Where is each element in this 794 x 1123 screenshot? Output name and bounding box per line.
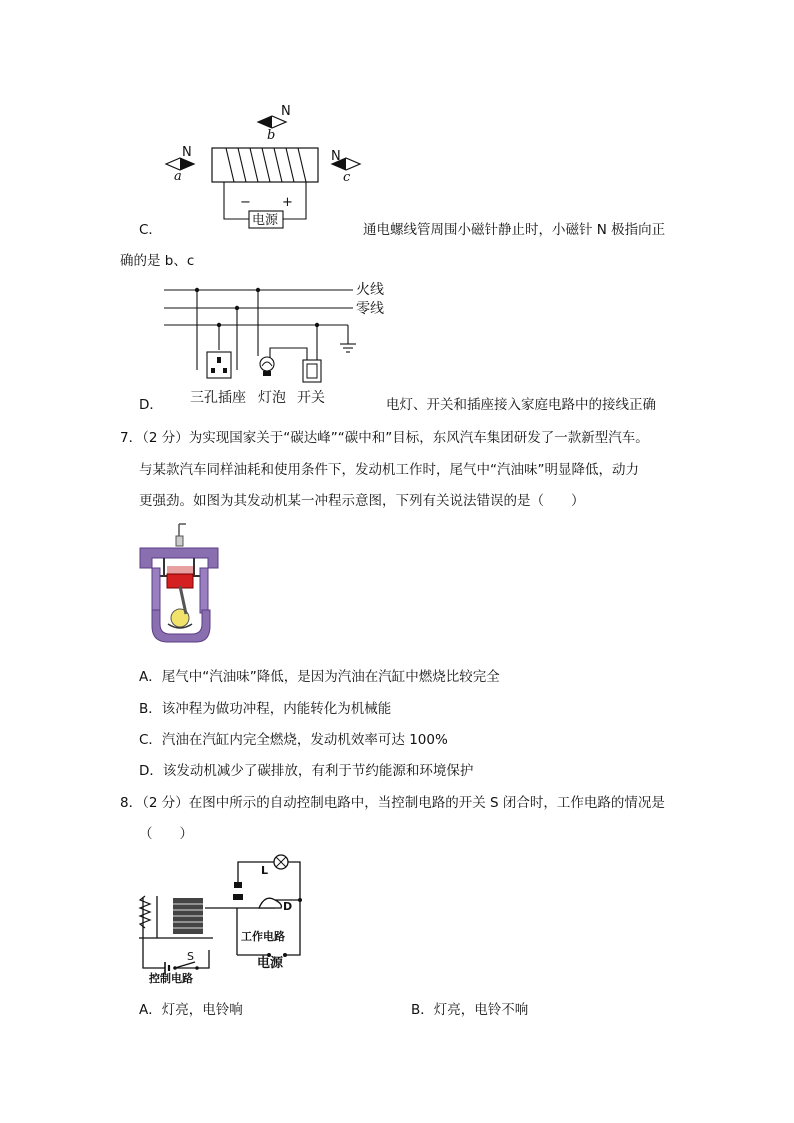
neutral-wire-label: 零线 [356,301,384,317]
auto-control-circuit-diagram [135,850,310,985]
q8-option-b: B．灯亮，电铃不响 [411,1002,529,1018]
household-circuit-diagram [160,280,390,410]
plus-sign: + [282,195,293,210]
q7-option-a: A．尾气中“汽油味”降低，是因为汽油在汽缸中燃烧比较完全 [139,669,500,685]
q7-stem-line1: 7．（2 分）为实现国家关于“碳达峰”“碳中和”目标，东风汽车集团研发了一款新型汽车。 [120,430,649,446]
needle-a-pole: N [182,145,192,160]
q8-stem-line1: 8．（2 分）在图中所示的自动控制电路中，当控制电路的开关 S 闭合时，工作电路的情况是 [120,795,665,811]
q7-option-c: C．汽油在汽缸内完全燃烧，发动机效率可达 100% [139,732,448,748]
live-wire-label: 火线 [356,282,384,298]
q7-stem-line3: 更强劲。如图为其发动机某一冲程示意图，下列有关说法错误的是（ ） [139,493,585,509]
socket-label: 三孔插座 [190,390,246,406]
minus-sign: − [240,195,251,210]
three-hole-socket [207,352,231,378]
control-circuit-label: 控制电路 [149,972,193,985]
bell-label: D [283,900,293,913]
light-bulb [260,357,274,376]
option-d-letter: D． [139,397,163,413]
q8-stem-line2: （ ） [139,826,193,842]
q7-option-d: D．该发动机减少了碳排放，有利于节约能源和环境保护 [139,763,474,779]
bulb-label: 灯泡 [258,390,286,406]
needle-b-pole: N [281,104,291,119]
switch-label: 开关 [297,390,325,406]
needle-c-label: c [343,170,351,185]
solenoid-diagram [160,100,370,235]
lamp-L [274,855,288,869]
engine-stroke-diagram [138,520,228,645]
needle-b-label: b [267,128,276,143]
power-label: 电源 [252,213,279,228]
q8-option-a: A．灯亮，电铃响 [139,1002,243,1018]
switch-s-label: S [187,950,194,963]
q7-option-b: B．该冲程为做功冲程，内能转化为机械能 [139,701,392,717]
needle-c-pole: N [331,149,341,164]
needle-a-label: a [174,169,182,184]
option-d-text: 电灯、开关和插座接入家庭电路中的接线正确 [386,397,656,413]
lamp-label: L [261,864,269,877]
option-c-text-line1: 通电螺线管周围小磁针静止时，小磁针 N 极指向正 [363,222,666,238]
option-c-text-line2: 确的是 b、c [120,253,195,269]
work-circuit-label: 工作电路 [241,930,285,943]
q7-stem-line2: 与某款汽车同样油耗和使用条件下，发动机工作时，尾气中“汽油味”明显降低，动力 [139,462,639,478]
piston [167,574,193,588]
option-c-letter: C． [139,222,162,238]
work-power-label: 电源 [257,956,284,971]
